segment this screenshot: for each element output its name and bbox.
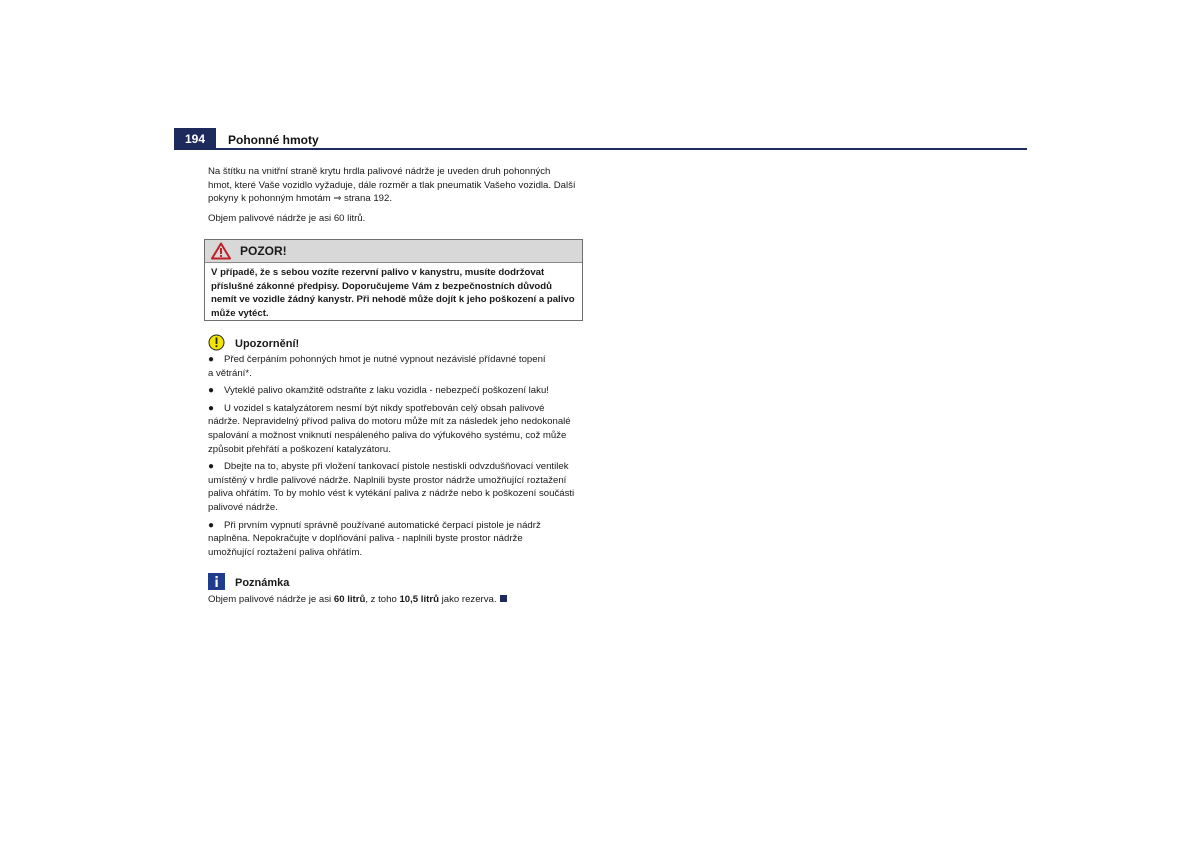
note-bold-reserve: 10,5 litrů xyxy=(399,594,439,605)
list-item xyxy=(208,460,586,514)
info-icon xyxy=(208,573,225,590)
capacity-text: Objem palivové nádrže je asi 60 litrů. xyxy=(208,213,366,224)
note-text: , z toho xyxy=(365,594,400,605)
list-item-text: Dbejte na to, abyste při vložení tankovací pistole nestiskli odvzdušňovací ventilek xyxy=(224,461,569,473)
list-item-text: spalování a možnost vniknutí nespáleného paliva do výfukového systému, což může xyxy=(208,429,567,441)
note-text: jako rezerva. xyxy=(438,594,497,605)
warning-box xyxy=(204,239,583,321)
note-title: Poznámka xyxy=(235,577,290,589)
warning-body xyxy=(205,263,582,320)
page-number: 194 xyxy=(174,128,216,148)
bullet-dot: ● xyxy=(208,385,215,397)
list-item xyxy=(208,402,586,456)
bullet-dot: ● xyxy=(208,461,215,473)
list-item-text: umístěný v hrdle palivové nádrže. Naplnili byste prostor nádrže umožňující roztažení xyxy=(208,474,567,486)
intro-paragraph xyxy=(208,165,586,206)
warning-line: může vytéct. xyxy=(211,307,269,319)
list-item-text: Před čerpáním pohonných hmot je nutné vypnout nezávislé přídavné topení xyxy=(224,354,546,365)
page-header xyxy=(174,128,1027,150)
list-item-text: umožňující roztažení paliva ohřátím. xyxy=(208,546,363,558)
list-item-text: Vyteklé palivo okamžitě odstraňte z laku vozidla - nebezpečí poškození laku! xyxy=(224,385,549,397)
list-item-text: palivové nádrže. xyxy=(208,501,278,513)
bullet-dot: ● xyxy=(208,354,215,365)
warning-line: V případě, že s sebou vozíte rezervní palivo v kanystru, musíte dodržovat xyxy=(211,267,545,278)
intro-line: pokyny k pohonným hmotám ⇒ strana 192. xyxy=(208,193,393,205)
bullet-dot: ● xyxy=(208,402,215,414)
capacity-paragraph xyxy=(208,212,586,226)
warning-line: nemít ve vozidle žádný kanystr. Při nehodě může dojít k jeho poškození a palivo xyxy=(211,294,575,306)
header-rule xyxy=(174,148,1027,150)
list-item-text: U vozidel s katalyzátorem nesmí být nikdy spotřebován celý obsah palivové xyxy=(224,402,545,414)
exclamation-circle-icon xyxy=(208,334,225,351)
bullet-dot: ● xyxy=(208,519,215,531)
notice-list xyxy=(208,353,586,563)
list-item-text: paliva ohřátím. To by mohlo vést k vytékání paliva z nádrže nebo k poškození součásti xyxy=(208,488,575,500)
intro-line: hmot, které Vaše vozidlo vyžaduje, dále rozměr a tlak pneumatik Vašeho vozidla. Další xyxy=(208,179,576,191)
list-item xyxy=(208,384,586,398)
warning-line: příslušné zákonné předpisy. Doporučujeme Vám z bezpečnostních důvodů xyxy=(211,280,552,292)
warning-triangle-icon xyxy=(211,242,231,260)
note-bold-capacity: 60 litrů xyxy=(333,594,366,605)
intro-line: Na štítku na vnitřní straně krytu hrdla palivové nádrže je uveden druh pohonných xyxy=(208,166,551,177)
warning-title: POZOR! xyxy=(240,244,287,258)
end-of-section-icon xyxy=(500,595,507,602)
note-paragraph xyxy=(208,593,586,607)
list-item-text: a větrání*. xyxy=(208,367,252,379)
list-item xyxy=(208,353,586,380)
note-text: Objem palivové nádrže je asi xyxy=(208,594,334,605)
list-item-text: Při prvním vypnutí správně používané automatické čerpací pistole je nádrž xyxy=(224,519,541,531)
warning-header xyxy=(205,240,582,263)
list-item-text: nádrže. Nepravidelný přívod paliva do motoru může mít za následek jeho nedokonalé xyxy=(208,416,571,428)
section-title: Pohonné hmoty xyxy=(228,133,319,147)
list-item-text: způsobit přehřátí a poškození katalyzátoru. xyxy=(208,443,391,455)
notice-title: Upozornění! xyxy=(235,338,300,350)
list-item xyxy=(208,519,586,560)
list-item-text: naplněna. Nepokračujte v doplňování paliva - naplnili byste prostor nádrže xyxy=(208,533,523,545)
